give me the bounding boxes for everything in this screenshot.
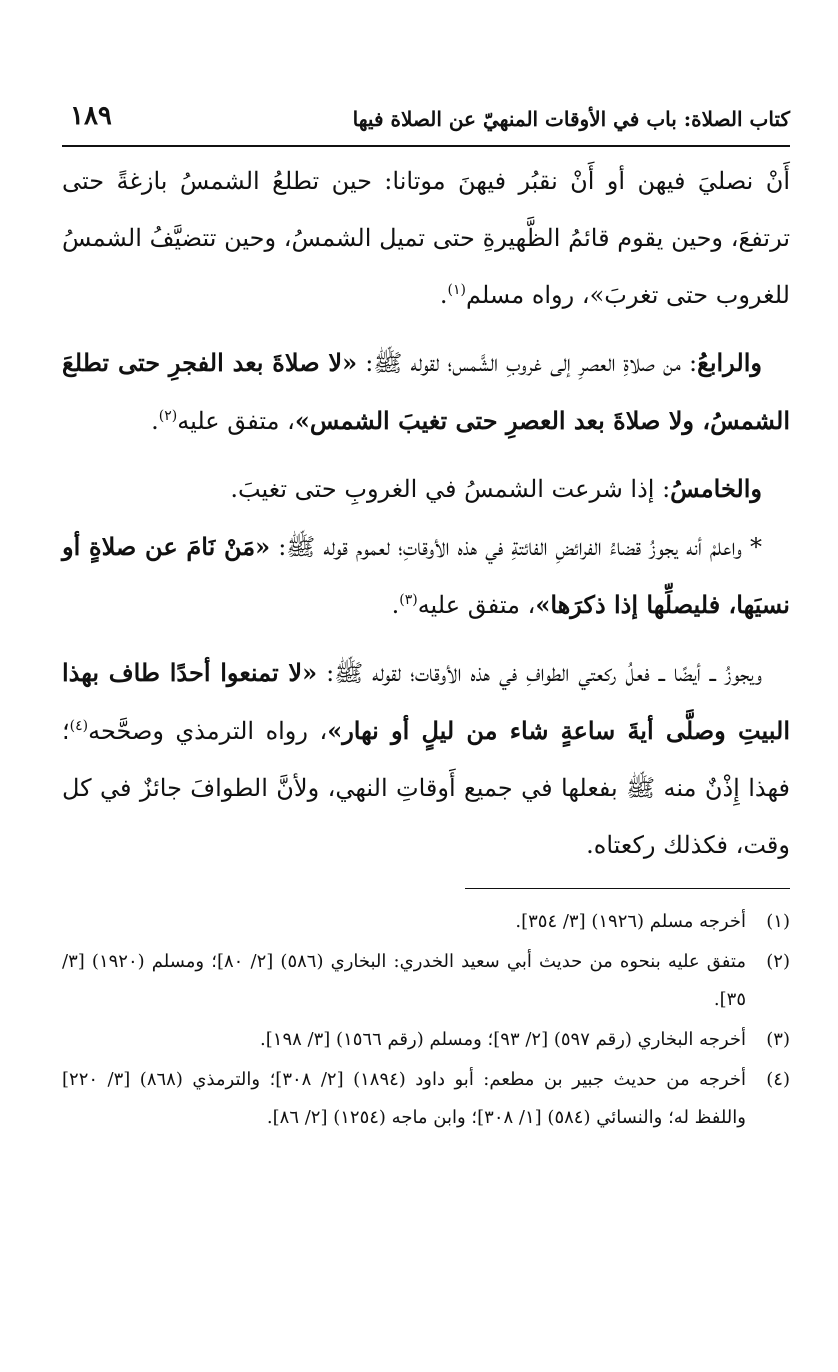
footnote-number: (٣): [766, 1029, 790, 1050]
paragraph-4-text: * واعلمْ أنه يجوزُ قضاءُ الفرائضِ الفائتةِ في هذه الأوقاتِ؛ لعموم قوله ﷺ:: [270, 533, 762, 561]
footnote-text: أخرجه مسلم (١٩٢٦) [٣/ ٣٥٤].: [515, 911, 746, 932]
footnote-ref-1: (١): [447, 282, 466, 298]
footnote: [62, 943, 790, 1019]
footnotes: [62, 903, 790, 1137]
hadith-quote-4: «مَنْ نَامَ عن صلاةٍ أو نسيَها، فليصلِّها إذا ذكرَها»: [62, 532, 790, 619]
book-page: [62, 95, 790, 1139]
header-rule: [62, 145, 790, 147]
page-header: [62, 95, 790, 143]
footnote-text: متفق عليه بنحوه من حديث أبي سعيد الخدري: البخاري (٥٨٦) [٢/ ٨٠]؛ ومسلم (١٩٢٠) [٣/ ٣٥].: [62, 951, 746, 1010]
paragraph-3-text: : إذا شرعت الشمسُ في الغروبِ حتى تغيبَ.: [230, 475, 671, 503]
paragraph-2-end: .: [151, 407, 159, 435]
footnote-ref-4: (٤): [69, 718, 89, 734]
paragraph-2-source: ، متفق عليه: [177, 407, 295, 435]
paragraph-1-end: .: [439, 281, 448, 309]
footnote-number: (٤): [766, 1069, 790, 1090]
paragraph-4: [62, 518, 790, 634]
page-number: ١٨٩: [70, 101, 112, 131]
paragraph-2-lead: والرابعُ: [697, 348, 762, 377]
hadith-quote-5: «لا تمنعوا أحدًا طاف بهذا البيتِ وصلَّى أيةَ ساعةٍ شاء من ليلٍ أو نهار»: [62, 658, 790, 745]
paragraph-1-text: أَنْ نصليَ فيهن أو أَنْ نقبُر فيهنَ موتانا: حين تطلعُ الشمسُ بازغةً حتى ترتفعَ، وحين يقوم قائمُ الظَّهيرةِ حتى تميل الشمسُ، وحين تتضيَّفُ الشمسُ للغروب حتى تغربَ»، رواه مسلم: [62, 167, 790, 309]
footnote-ref-3: (٣): [399, 592, 418, 608]
paragraph-4-source: ، متفق عليه: [417, 591, 536, 619]
running-title: كتاب الصلاة: باب في الأوقات المنهيّ عن الصلاة فيها: [352, 107, 790, 131]
footnote: [62, 1061, 790, 1137]
footnote: [62, 903, 790, 941]
paragraph-1: [62, 153, 790, 324]
paragraph-5: [62, 644, 790, 874]
paragraph-2: [62, 334, 790, 450]
paragraph-2-text: : من صلاةِ العصرِ إلى غروبِ الشَّمس؛ لقوله ﷺ:: [357, 349, 698, 377]
footnote-text: أخرجه البخاري (رقم ٥٩٧) [٢/ ٩٣]؛ ومسلم (رقم ١٥٦٦) [٣/ ١٩٨].: [260, 1029, 746, 1050]
paragraph-3-lead: والخامسُ: [670, 474, 762, 503]
paragraph-3: [62, 460, 790, 518]
hadith-quote-2: «لا صلاةَ بعد الفجرِ حتى تطلعَ الشمسُ، ولا صلاةَ بعد العصرِ حتى تغيبَ الشمس»: [62, 348, 790, 435]
footnote-number: (١): [766, 911, 790, 932]
paragraph-5-source: ، رواه الترمذي وصحَّحه: [88, 717, 328, 745]
footnote: [62, 1021, 790, 1059]
footnote-number: (٢): [766, 951, 790, 972]
paragraph-4-end: .: [391, 591, 400, 619]
footnote-text: أخرجه من حديث جبير بن مطعم: أبو داود (١٨٩٤) [٢/ ٣٠٨]؛ والترمذي (٨٦٨) [٣/ ٢٢٠] واللفظ له؛ والنسائي (٥٨٤) [١/ ٣٠٨]؛ وابن ماجه (١٢٥٤) [٢/ ٨٦].: [62, 1069, 746, 1128]
paragraph-5-end: ؛ فهذا إِذْنٌ منه ﷺ بفعلها في جميع أَوقاتِ النهي، ولأنَّ الطوافَ جائزٌ في كل وقت، فكذلك ركعتاه.: [62, 717, 790, 859]
footnote-separator: [465, 888, 790, 889]
paragraph-5-text: ويجوزُ ــ أيضًا ــ فعلُ ركعتي الطوافِ في هذه الأوقات؛ لقوله ﷺ:: [317, 659, 762, 687]
footnote-ref-2: (٢): [158, 408, 178, 424]
main-text: [62, 153, 790, 874]
